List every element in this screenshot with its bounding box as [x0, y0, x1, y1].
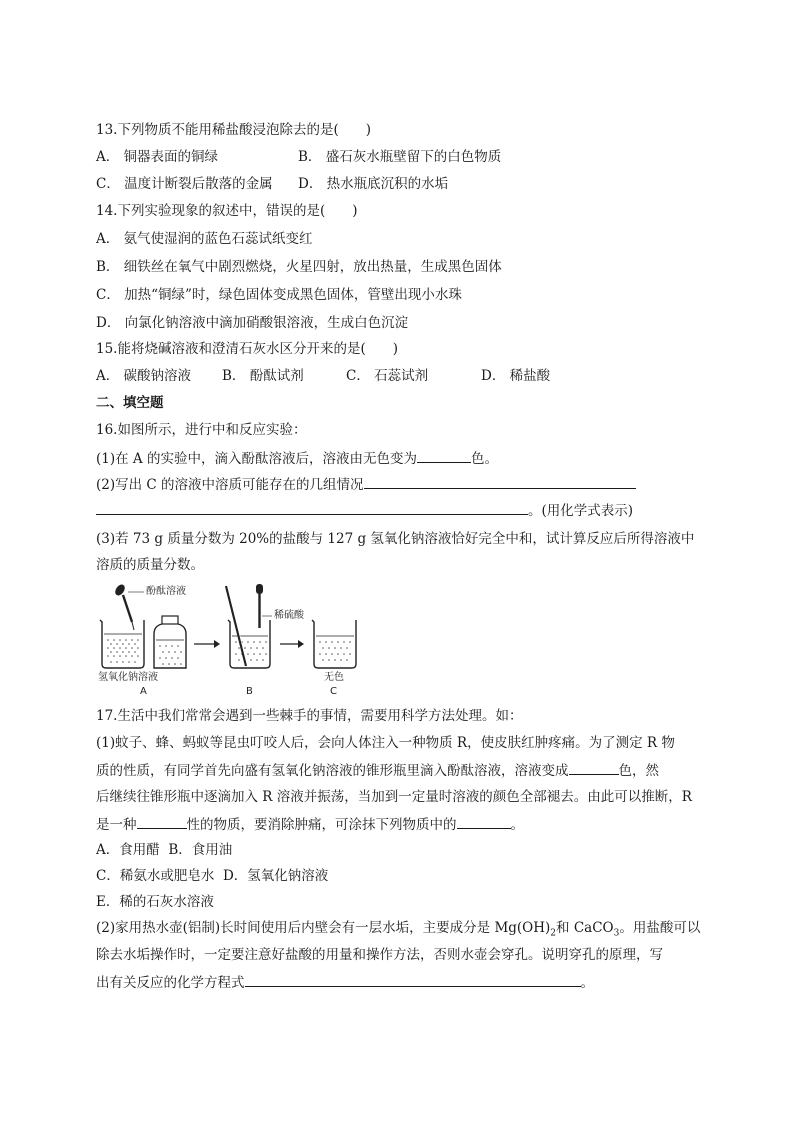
- q14-option-c: C． 加热“铜绿”时，绿色固体变成黑色固体，管壁出现小水珠: [96, 287, 462, 303]
- arrow-b-to-c: [280, 640, 304, 648]
- arrow-a-to-b: [194, 640, 220, 648]
- q16-part3-line2: 溶质的质量分数。: [96, 557, 204, 573]
- q16-stem: 16.如图所示，进行中和反应实验：: [96, 422, 307, 438]
- q16-part3-line1: (3)若 73 g 质量分数为 20%的盐酸与 127 g 氢氧化钠溶液恰好完全中和，试计算反应后所得溶液中: [96, 531, 695, 547]
- q17-part1-line2: [96, 760, 659, 781]
- q16-part1-suffix: 色。: [470, 451, 498, 467]
- subscript-3: 3: [613, 928, 620, 939]
- q17-part2-line3-suffix: 。: [580, 975, 594, 991]
- answer-blank[interactable]: [457, 814, 511, 829]
- beaker-a: [100, 620, 144, 668]
- label-c: C: [330, 686, 337, 697]
- dropper-a: [113, 583, 134, 630]
- answer-blank[interactable]: [245, 972, 581, 987]
- q16-part2-cont: [96, 500, 633, 521]
- answer-blank[interactable]: [137, 814, 187, 829]
- q14-option-d: D． 向氯化钠溶液中滴加硝酸银溶液，生成白色沉淀: [96, 315, 409, 331]
- q17-option-c: C．稀氨水或肥皂水: [96, 868, 215, 884]
- q13-option-c: C． 温度计断裂后散落的金属: [96, 176, 273, 192]
- neutralization-figure: [96, 582, 376, 698]
- q17-options-cd: [96, 866, 328, 886]
- q17-part1-line4: [96, 814, 524, 835]
- q13-option-d: D． 热水瓶底沉积的水垢: [298, 176, 449, 192]
- q17-part2-line2: 除去水垢操作时，一定要注意好盐酸的用量和操作方法，否则水壶会穿孔。说明穿孔的原理，写: [96, 947, 663, 963]
- q17-option-d: D．氢氧化钠溶液: [222, 868, 329, 884]
- q17-part1-line4-mid: 性的物质，要消除肿痛，可涂抹下列物质中的: [186, 817, 457, 833]
- subscript-2: 2: [550, 928, 557, 939]
- q14-option-a: A． 氨气使湿润的蓝色石蕊试纸变红: [96, 231, 313, 247]
- q17-option-e: E．稀的石灰水溶液: [96, 894, 214, 910]
- q17-part1-line4-suffix: 。: [510, 817, 524, 833]
- q13-stem: 13.下列物质不能用稀盐酸浸泡除去的是( ): [96, 122, 372, 138]
- q17-part2-line1-mid: 和 CaCO: [556, 920, 614, 936]
- q17-option-a: A．食用醋: [96, 842, 160, 858]
- label-b: B: [246, 686, 253, 697]
- q17-part1-line3: 后继续往锥形瓶中逐滴加入 R 溶液并振荡，当加到一定量时溶液的颜色全部褪去。由此可以推断，R: [96, 789, 692, 805]
- q15-option-a: A． 碳酸钠溶液: [96, 368, 192, 384]
- q17-option-b: B．食用油: [168, 842, 233, 858]
- q15-option-d: D． 稀盐酸: [481, 368, 551, 384]
- answer-blank[interactable]: [417, 448, 471, 463]
- q13-option-b: B． 盛石灰水瓶壁留下的白色物质: [298, 149, 502, 165]
- answer-blank[interactable]: [96, 500, 528, 515]
- q13-option-a: A． 铜器表面的铜绿: [96, 149, 219, 165]
- q17-part1-line2-text: 质的性质，有同学首先向盛有氢氧化钠溶液的锥形瓶里滴入酚酞溶液，溶液变成: [96, 763, 569, 779]
- q16-part1: [96, 448, 498, 469]
- q16-part2: [96, 474, 636, 495]
- q17-part2-line1: [96, 918, 700, 944]
- q16-part1-text: (1)在 A 的实验中，滴入酚酞溶液后，溶液由无色变为: [96, 451, 417, 467]
- q15-option-c: C． 石蕊试剂: [346, 368, 429, 384]
- q17-part1-line4-text: 是一种: [96, 817, 137, 833]
- q17-part2-line1-suffix: 。用盐酸可以: [619, 920, 701, 936]
- q17-part1-line2-suffix: 色，然: [618, 763, 659, 779]
- q15-stem: 15.能将烧碱溶液和澄清石灰水区分开来的是( ): [96, 341, 399, 357]
- section-heading: 二、填空题: [96, 395, 164, 411]
- label-dilute-acid: 稀硫酸: [274, 610, 304, 621]
- beaker-b: [226, 584, 270, 668]
- q15-option-b: B． 酚酞试剂: [222, 368, 304, 384]
- q17-stem: 17.生活中我们常常会遇到一些棘手的事情，需要用科学方法处理。如：: [96, 708, 523, 724]
- q17-part2-line3: [96, 972, 594, 993]
- q17-part1-line1: (1)蚊子、蜂、蚂蚁等昆虫叮咬人后，会向人体注入一种物质 R，使皮肤红肿疼痛。为了测定 R 物: [96, 735, 675, 751]
- label-colorless: 无色: [324, 672, 344, 683]
- label-a: A: [140, 686, 147, 697]
- q14-option-b: B． 细铁丝在氧气中剧烈燃烧，火星四射，放出热量，生成黑色固体: [96, 259, 502, 275]
- beaker-c: [312, 620, 356, 668]
- q17-options-ab: [96, 840, 232, 860]
- answer-blank[interactable]: [364, 474, 636, 489]
- q16-part2-text: (2)写出 C 的溶液中溶质可能存在的几组情况: [96, 477, 364, 493]
- label-phenolphthalein: 酚酞溶液: [146, 586, 186, 597]
- reagent-bottle: [154, 616, 186, 668]
- q14-stem: 14.下列实验现象的叙述中，错误的是( ): [96, 203, 358, 219]
- q16-part2-suffix: 。(用化学式表示): [528, 503, 634, 519]
- answer-blank[interactable]: [569, 760, 619, 775]
- q17-part2-line3-text: 出有关反应的化学方程式: [96, 975, 245, 991]
- q17-part2-line1-text: (2)家用热水壶(铝制)长时间使用后内壁会有一层水垢，主要成分是 Mg(OH): [96, 920, 551, 936]
- label-naoh-solution: 氢氧化钠溶液: [98, 672, 158, 683]
